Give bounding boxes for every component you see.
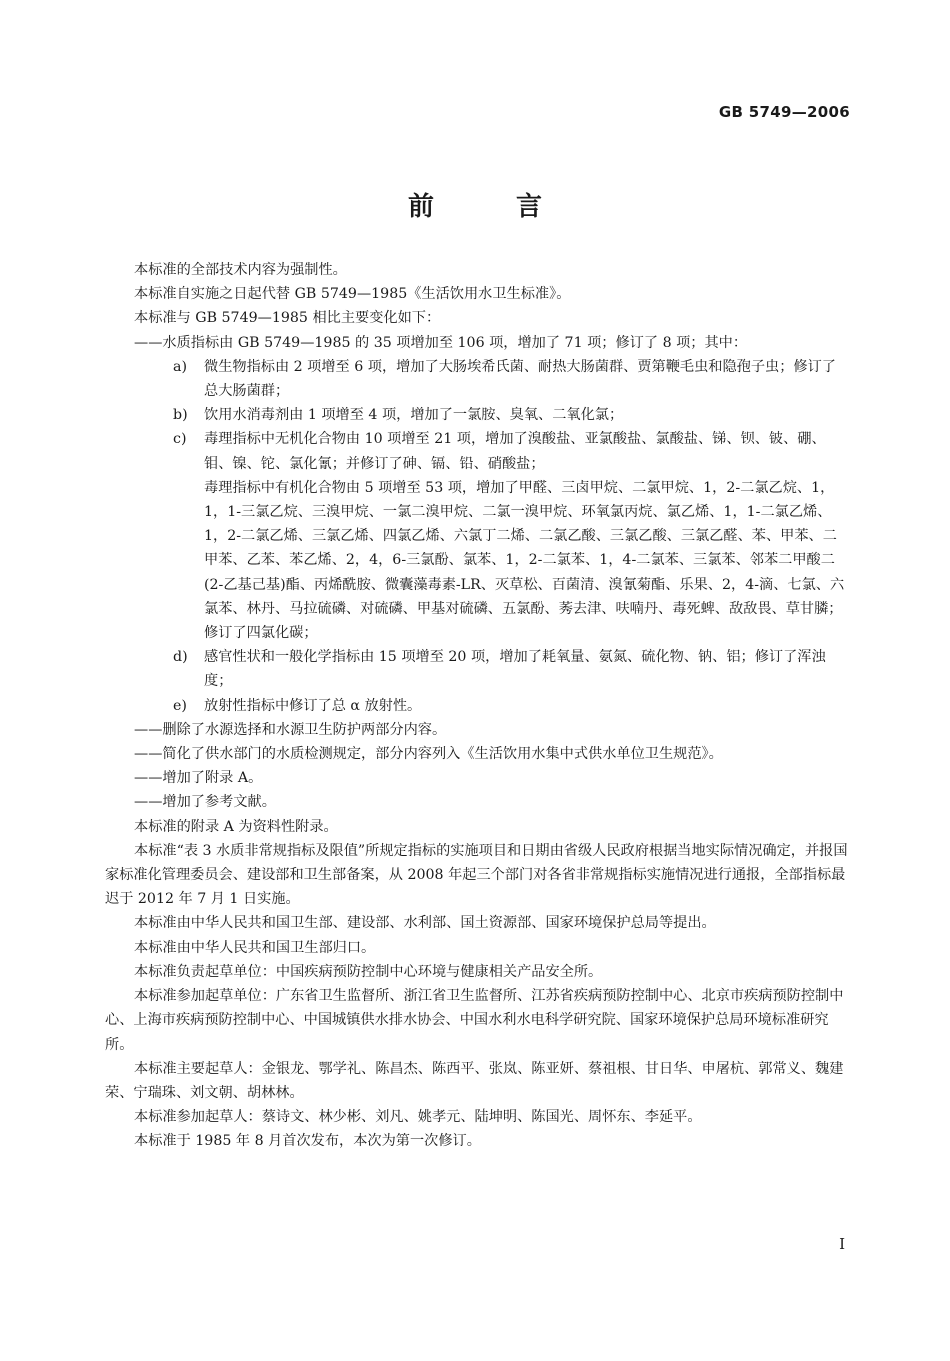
list-item-c-continued: 毒理指标中有机化合物由 5 项增至 53 项，增加了甲醛、三卤甲烷、二氯甲烷、1，2-二氯乙烷、1，1，1-三氯乙烷、三溴甲烷、一氯二溴甲烷、二氯一溴甲烷、环氧氯丙烷、氯乙烯、1，1-二氯乙烯、1，2-二氯乙烯、三氯乙烯、四氯乙烯、六氯丁二烯、二氯乙酸、三氯乙酸、三氯乙醛、苯、甲苯、二甲苯、乙苯、苯乙烯、2，4，6-三氯酚、氯苯、1，2-二氯苯、1，4-二氯苯、三氯苯、邻苯二甲酸二(2-乙基己基)酯、丙烯酰胺、微囊藻毒素-LR、灭草松、百菌清、溴氰菊酯、乐果、2，4-滴、七氯、六氯苯、林丹、马拉硫磷、对硫磷、甲基对硫磷、五氯酚、莠去津、呋喃丹、毒死蜱、敌敌畏、草甘膦；修订了四氯化碳； <box>204 479 845 642</box>
paragraph-implementation: 本标准“表 3 水质非常规指标及限值”所规定指标的实施项目和日期由省级人民政府根据当地实际情况确定，并报国家标准化管理委员会、建设部和卫生部备案，从 2008 年起三个部门对各省非常规指标实施情况进行通报，全部指标最迟于 2012 年 7 月 1 日实施。 <box>105 842 848 908</box>
paragraph-proposed-by: 本标准由中华人民共和国卫生部、建设部、水利部、国土资源部、国家环境保护总局等提出。 <box>134 915 716 932</box>
paragraph-participating-drafters: 本标准参加起草人：蔡诗文、林少彬、刘凡、姚孝元、陆坤明、陈国光、周怀东、李延平。 <box>134 1109 702 1126</box>
paragraph-annex: 本标准的附录 A 为资料性附录。 <box>134 818 338 835</box>
list-text: 饮用水消毒剂由 1 项增至 4 项，增加了一氯胺、臭氧、二氧化氯； <box>204 407 624 424</box>
list-item-c <box>105 427 850 475</box>
paragraph-history: 本标准于 1985 年 8 月首次发布，本次为第一次修订。 <box>134 1133 481 1150</box>
list-label: b) <box>173 407 188 424</box>
list-text: 放射性指标中修订了总 α 放射性。 <box>204 697 422 714</box>
list-text: 微生物指标由 2 项增至 6 项，增加了大肠埃希氏菌、耐热大肠菌群、贾第鞭毛虫和隐孢子虫；修订了总大肠菌群； <box>204 358 836 400</box>
paragraph-participating-units: 本标准参加起草单位：广东省卫生监督所、浙江省卫生监督所、江苏省疾病预防控制中心、北京市疾病预防控制中心、上海市疾病预防控制中心、中国城镇供水排水协会、中国水利水电科学研究院、国家环境保护总局环境标准研究所。 <box>105 988 844 1053</box>
list-item-a <box>105 355 850 403</box>
change-item-indicators: ——水质指标由 GB 5749—1985 的 35 项增加至 106 项，增加了 71 项；修订了 8 项；其中： <box>134 334 748 351</box>
list-text: 感官性状和一般化学指标由 15 项增至 20 项，增加了耗氧量、氨氮、硫化物、钠、铝；修订了浑浊度； <box>204 649 826 690</box>
change-item-references: ——增加了参考文献。 <box>134 794 276 811</box>
paragraph-replaces: 本标准自实施之日起代替 GB 5749—1985《生活饮用水卫生标准》。 <box>134 286 571 303</box>
list-label: d) <box>173 649 188 666</box>
list-item-b <box>105 403 850 427</box>
page-title: 前 言 <box>407 192 570 222</box>
list-label: e) <box>173 697 187 714</box>
paragraph-changes-intro: 本标准与 GB 5749—1985 相比主要变化如下： <box>134 310 441 327</box>
foreword-body <box>105 258 850 1154</box>
paragraph-centralized: 本标准由中华人民共和国卫生部归口。 <box>134 939 376 956</box>
list-label: c) <box>173 431 187 448</box>
paragraph-drafting-unit: 本标准负责起草单位：中国疾病预防控制中心环境与健康相关产品安全所。 <box>134 963 603 980</box>
list-item-e <box>105 694 850 718</box>
paragraph-mandatory: 本标准的全部技术内容为强制性。 <box>134 262 347 278</box>
list-text: 毒理指标中无机化合物由 10 项增至 21 项，增加了溴酸盐、亚氯酸盐、氯酸盐、锑、钡、铍、硼、钼、镍、铊、氯化氰；并修订了砷、镉、铅、硝酸盐； <box>204 431 826 472</box>
paragraph-main-drafters: 本标准主要起草人：金银龙、鄂学礼、陈昌杰、陈西平、张岚、陈亚妍、蔡祖根、甘日华、申屠杭、郭常义、魏建荣、宁瑞珠、刘文朝、胡林林。 <box>105 1060 844 1101</box>
list-item-d <box>105 645 850 693</box>
page-number: I <box>839 1235 845 1253</box>
change-item-annex: ——增加了附录 A。 <box>134 770 263 787</box>
list-label: a) <box>173 358 187 375</box>
change-item-testing: ——简化了供水部门的水质检测规定，部分内容列入《生活饮用水集中式供水单位卫生规范》。 <box>134 746 723 763</box>
change-item-source: ——删除了水源选择和水源卫生防护两部分内容。 <box>134 721 447 738</box>
standard-code: GB 5749—2006 <box>718 103 850 121</box>
